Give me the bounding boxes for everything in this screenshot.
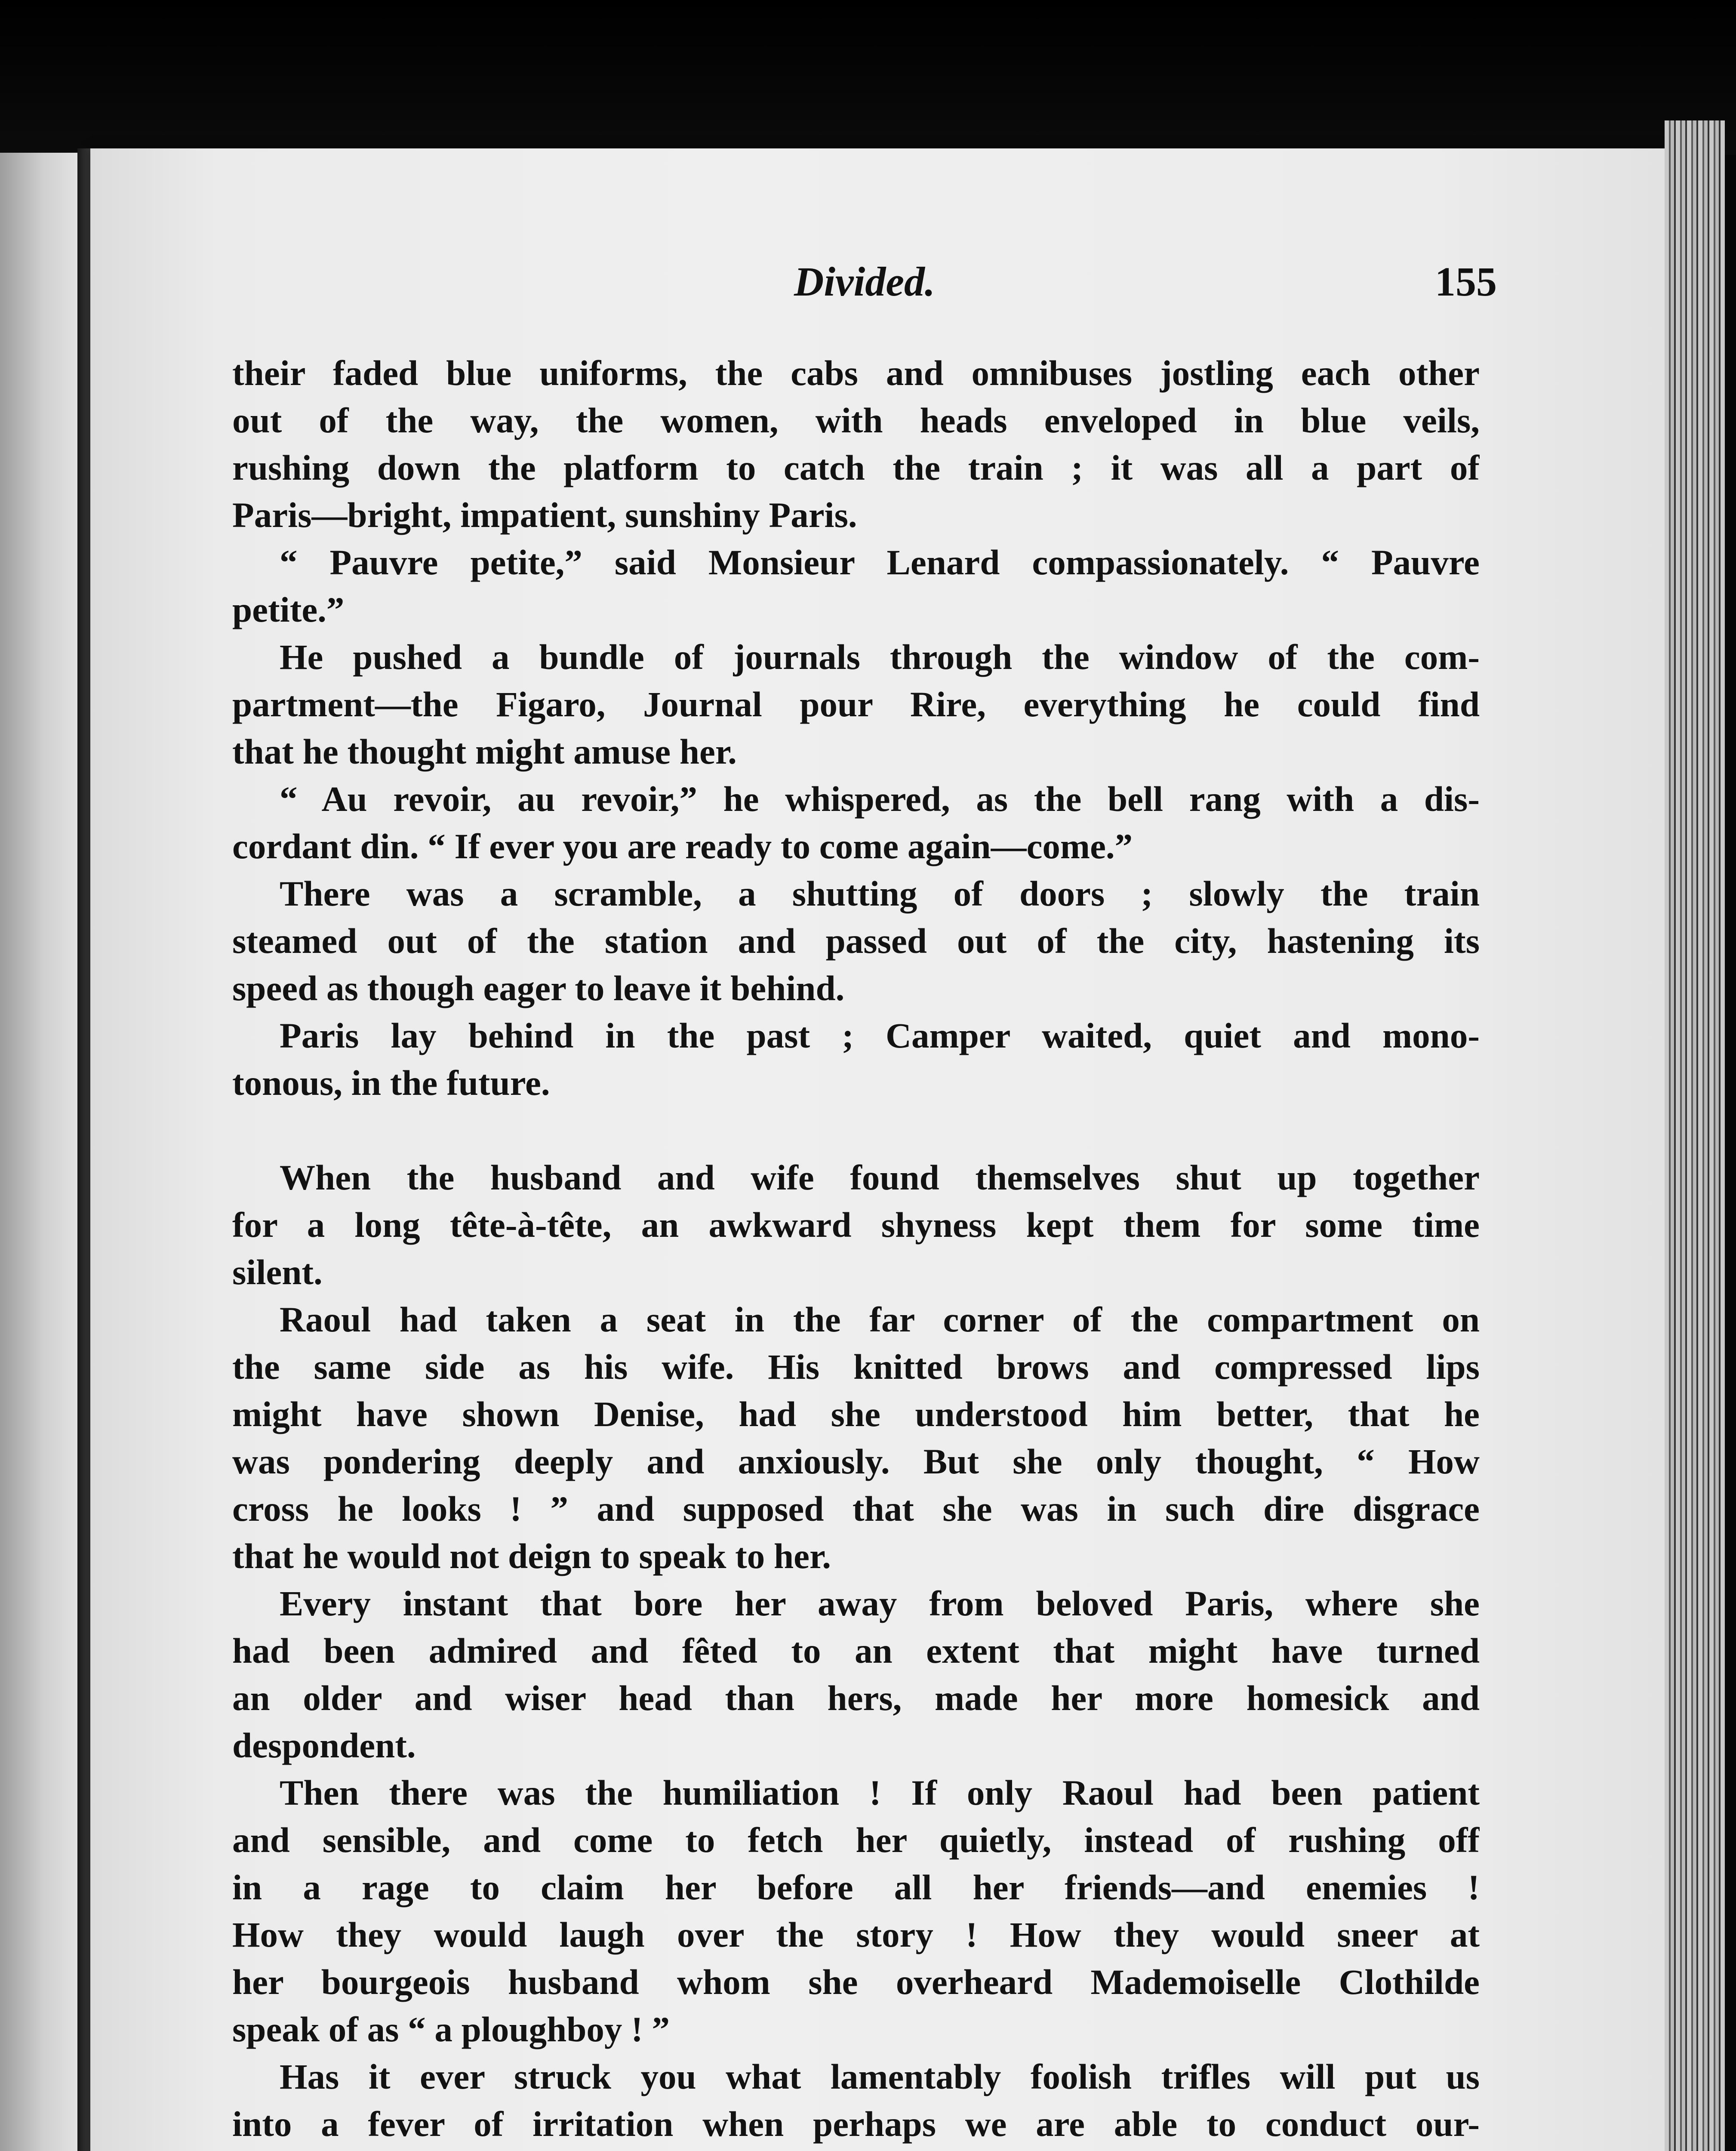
- header-title: Divided.: [794, 259, 935, 305]
- text-line: an older and wiser head than hers, made her more homesick and: [232, 1678, 1480, 1718]
- facing-page-edge: [0, 153, 80, 2151]
- text-line: Has it ever struck you what lamentably foolish trifles will put us: [280, 2057, 1480, 2096]
- text-line: steamed out of the station and passed out of the city, hastening its: [232, 921, 1480, 961]
- text-line: tonous, in the future.: [232, 1063, 550, 1103]
- text-line: silent.: [232, 1252, 323, 1292]
- text-line: rushing down the platform to catch the train ; it was all a part of: [232, 448, 1480, 487]
- text-line: was pondering deeply and anxiously. But she only thought, “ How: [232, 1442, 1480, 1481]
- text-line: Raoul had taken a seat in the far corner of the compartment on: [280, 1300, 1480, 1339]
- text-line: When the husband and wife found themselves shut up together: [280, 1158, 1480, 1197]
- text-line: petite.”: [232, 590, 345, 629]
- text-line: Then there was the humiliation ! If only Raoul had been patient: [280, 1773, 1480, 1812]
- text-line: their faded blue uniforms, the cabs and omnibuses jostling each other: [232, 353, 1480, 393]
- text-line: that he would not deign to speak to her.: [232, 1536, 831, 1576]
- text-line: He pushed a bundle of journals through the window of the com-: [280, 637, 1480, 677]
- text-line: the same side as his wife. His knitted brows and compressed lips: [232, 1347, 1480, 1387]
- text-line: out of the way, the women, with heads enveloped in blue veils,: [232, 401, 1480, 440]
- text-line: her bourgeois husband whom she overheard Mademoiselle Clothilde: [232, 1962, 1480, 2002]
- text-line: Paris lay behind in the past ; Camper waited, quiet and mono-: [280, 1016, 1480, 1055]
- text-line: How they would laugh over the story ! How they would sneer at: [232, 1915, 1480, 1954]
- text-line: “ Pauvre petite,” said Monsieur Lenard compassionately. “ Pauvre: [280, 542, 1480, 582]
- text-line: speak of as “ a ploughboy ! ”: [232, 2009, 670, 2049]
- body-text: [232, 349, 1480, 2151]
- text-line: Every instant that bore her away from beloved Paris, where she: [280, 1584, 1480, 1623]
- top-background: [0, 0, 1736, 155]
- text-line: might have shown Denise, had she understood him better, that he: [232, 1394, 1480, 1434]
- text-line: and sensible, and come to fetch her quietly, instead of rushing off: [232, 1820, 1480, 1860]
- text-line: partment—the Figaro, Journal pour Rire, everything he could find: [232, 684, 1480, 724]
- text-line: cordant din. “ If ever you are ready to come again—come.”: [232, 826, 1133, 866]
- paragraph-gap: [232, 1106, 1480, 1154]
- text-line: Paris—bright, impatient, sunshiny Paris.: [232, 495, 857, 535]
- running-header: [232, 250, 1497, 314]
- text-line: speed as though eager to leave it behind.: [232, 968, 845, 1008]
- text-line: into a fever of irritation when perhaps we are able to conduct our-: [232, 2104, 1480, 2144]
- text-line: had been admired and fêted to an extent that might have turned: [232, 1631, 1480, 1670]
- page-stack-edges: [1665, 120, 1725, 2151]
- text-line: [232, 2148, 1480, 2151]
- text-line: cross he looks ! ” and supposed that she was in such dire disgrace: [232, 1489, 1480, 1529]
- text-line: that he thought might amuse her.: [232, 732, 737, 771]
- text-line: for a long tête-à-tête, an awkward shyness kept them for some time: [232, 1205, 1480, 1245]
- text-line: despondent.: [232, 1726, 416, 1765]
- text-line: There was a scramble, a shutting of doors ; slowly the train: [280, 874, 1480, 913]
- text-line: “ Au revoir, au revoir,” he whispered, as the bell rang with a dis-: [280, 779, 1480, 819]
- text-line: in a rage to claim her before all her friends—and enemies !: [232, 1867, 1480, 1907]
- page-number: 155: [1435, 259, 1497, 305]
